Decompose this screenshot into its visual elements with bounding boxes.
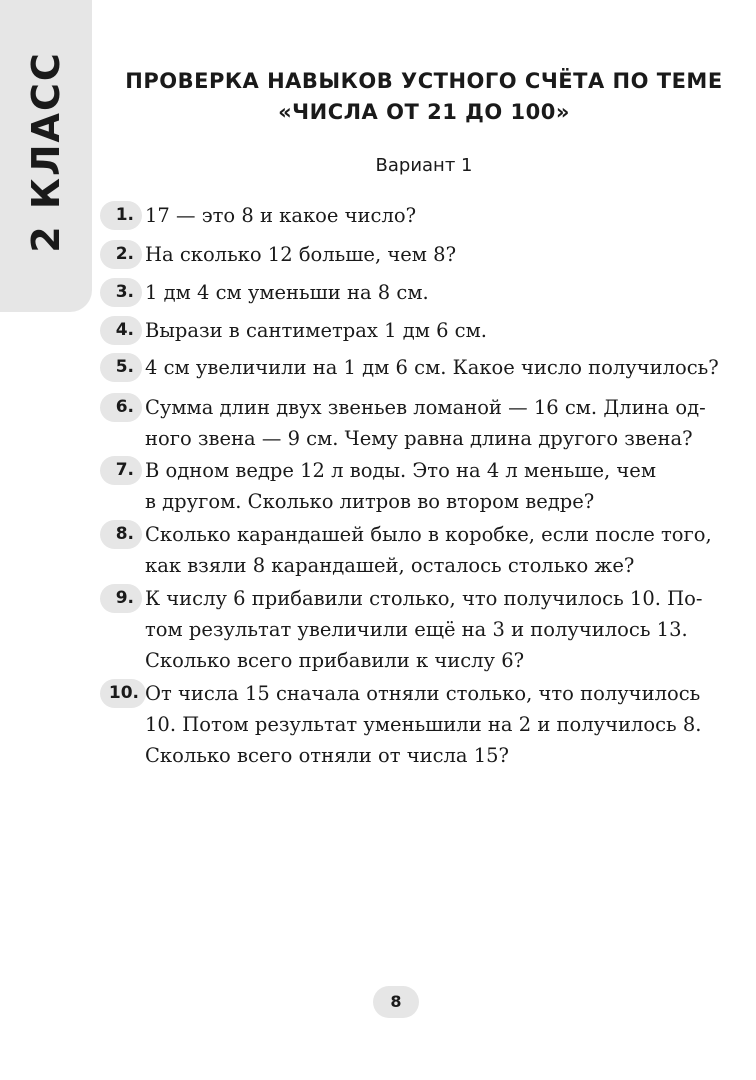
task-text: как взяли 8 карандашей, осталось столько же?	[145, 554, 635, 577]
page-title-line-2: «ЧИСЛА ОТ 21 ДО 100»	[278, 100, 570, 124]
task-number-badge: 7.	[100, 456, 142, 485]
task-text: Сколько карандашей было в коробке, если после того,	[145, 523, 712, 546]
task-number-badge: 8.	[100, 520, 142, 549]
page-number: 8	[373, 986, 419, 1018]
grade-label: 2 КЛАСС	[24, 51, 68, 253]
task-text: 1 дм 4 см уменьши на 8 см.	[145, 281, 429, 304]
task-text: 4 см увеличили на 1 дм 6 см. Какое число получилось?	[145, 356, 719, 379]
task-number-badge: 5.	[100, 353, 142, 382]
task-text: 17 — это 8 и какое число?	[145, 204, 417, 227]
task-number-badge: 2.	[100, 240, 142, 269]
task-number-badge: 9.	[100, 584, 142, 613]
task-text: ного звена — 9 см. Чему равна длина другого звена?	[145, 427, 693, 450]
variant-label: Вариант 1	[375, 155, 473, 176]
task-text: Сколько всего прибавили к числу 6?	[145, 649, 525, 672]
task-text: 10. Потом результат уменьшили на 2 и получилось 8.	[145, 713, 702, 736]
task-number-badge: 10.	[100, 679, 146, 708]
grade-side-tab	[0, 0, 92, 312]
task-number-badge: 4.	[100, 316, 142, 345]
task-text: в другом. Сколько литров во втором ведре?	[145, 490, 595, 513]
task-text: Вырази в сантиметрах 1 дм 6 см.	[145, 319, 487, 342]
task-text: К числу 6 прибавили столько, что получилось 10. По-	[145, 587, 703, 610]
task-number-badge: 6.	[100, 393, 142, 422]
task-text: том результат увеличили ещё на 3 и получилось 13.	[145, 618, 688, 641]
task-text: От числа 15 сначала отняли столько, что получилось	[145, 682, 701, 705]
task-text: В одном ведре 12 л воды. Это на 4 л меньше, чем	[145, 459, 657, 482]
task-number-badge: 1.	[100, 201, 142, 230]
task-text: Сколько всего отняли от числа 15?	[145, 744, 509, 767]
task-text: На сколько 12 больше, чем 8?	[145, 243, 457, 266]
page-title-line-1: ПРОВЕРКА НАВЫКОВ УСТНОГО СЧЁТА ПО ТЕМЕ	[125, 69, 723, 93]
task-text: Сумма длин двух звеньев ломаной — 16 см. Длина од-	[145, 396, 706, 419]
task-number-badge: 3.	[100, 278, 142, 307]
